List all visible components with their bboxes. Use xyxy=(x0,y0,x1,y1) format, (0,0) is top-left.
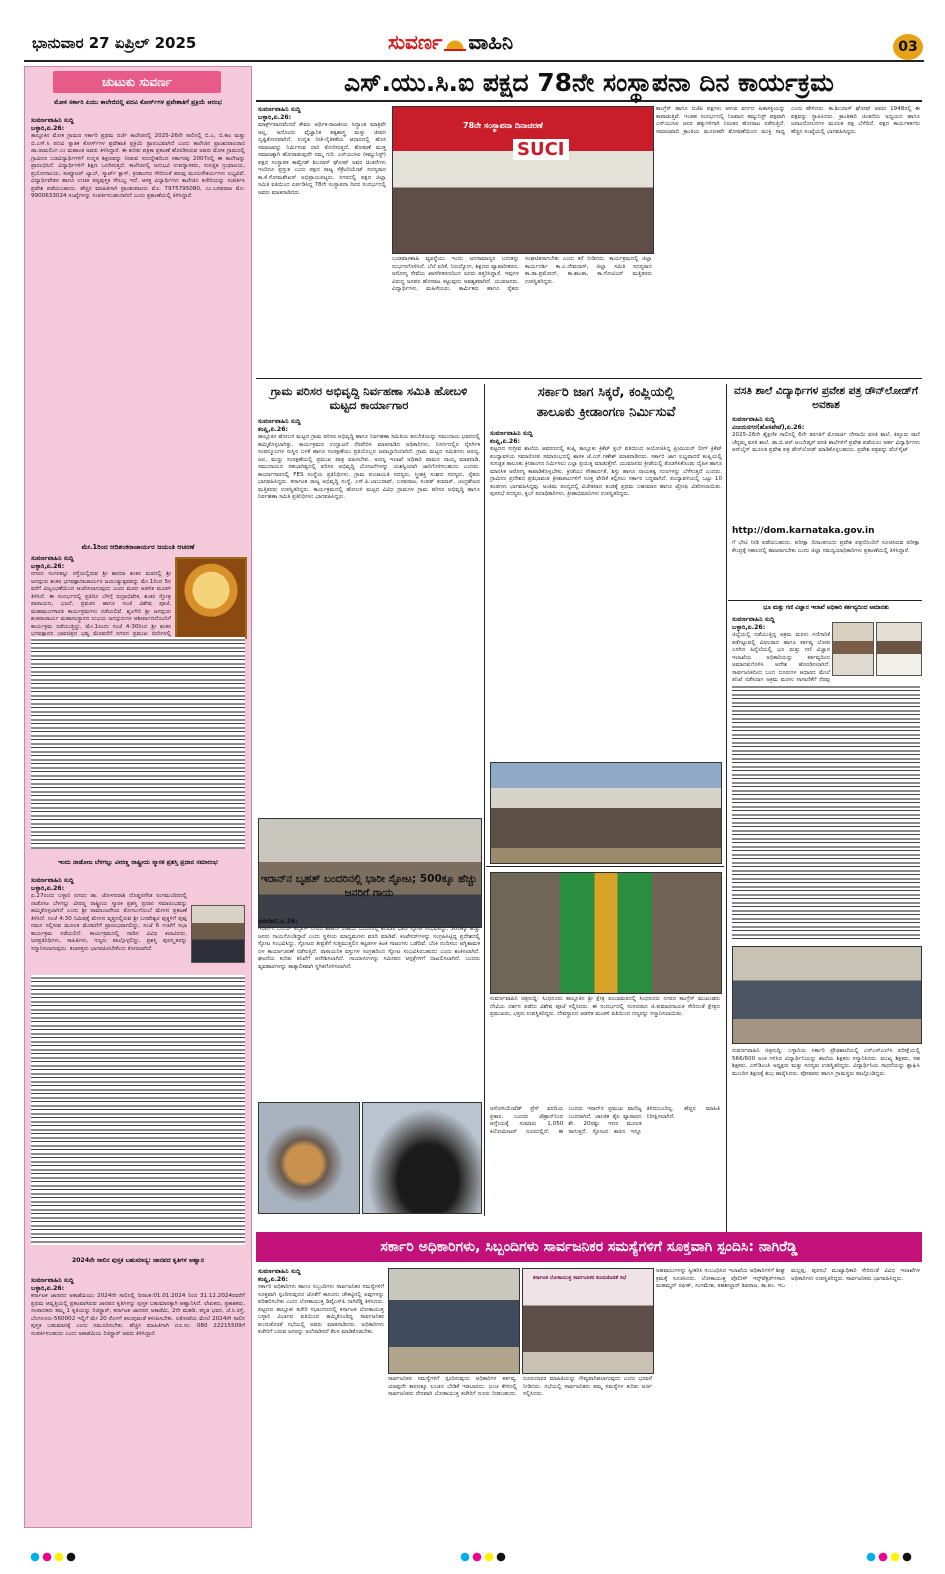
sidebar-s1-dateline: ಬಳ್ಳಾರಿ,ಏ.26: xyxy=(31,125,65,132)
registration-dots-icon xyxy=(866,1552,916,1562)
sidebar-s3-dateline: ಬಳ್ಳಾರಿ,ಏ.26: xyxy=(31,885,65,892)
taluk-headline-line1: ಸರ್ಕಾರಿ ಜಾಗ ಸಿಕ್ಕರೆ, ಕಂಪ್ಲಿಯಲ್ಲಿ xyxy=(537,385,675,400)
sidebar-s4-body: ಕರ್ನಾಟಕ ಜಾನಪದ ಅಕಾಡೆಮಿಯು 2024ನೇ ಸಾಲಿನಲ್ಲಿ ದಿನಾಂಕ:01.01.2024 ರಿಂದ 31.12.2024ರವರೆಗೆ ಪ್ರಥಮ ಆವೃತ್ತಿಯಲ್ಲಿ ಪ್ರಕಟವಾಗಿರುವ ಜಾನಪದ ಕೃತಿಗಳನ್ನು ಪುಸ್ತಕ ಬಹುಮಾನಕ್ಕಾಗಿ ಆಹ್ವಾನಿಸಿದೆ. ಲೇಖಕರು, ಪ್ರಕಾಶಕರು, ಸಂಪಾದಕರು ತಮ್ಮ 1 ಕೃತಿಯನ್ನು ರಿಜಿಸ್ಟ್ರಾರ್, ಕರ್ನಾಟಕ ಜಾನಪದ ಅಕಾಡೆಮಿ, 2ನೇ ಮಹಡಿ, ಕನ್ನಡ ಭವನ, ಜೆ.ಸಿ.ರಸ್ತೆ, ಬೆಂಗಳೂರು-560002 ಇಲ್ಲಿಗೆ ಮೇ 20 ರೊಳಗೆ ತಲುಪುವಂತೆ ಕಳುಹಿಸಬೇಕು. ಲಕೋಟೆಯ ಮೇಲೆ 2024ನೇ ಸಾಲಿನ ಪುಸ್ತಕ ಬಹುಮಾನಕ್ಕೆ ಎಂದು ನಮೂದಿಸಬೇಕು. ಹೆಚ್ಚಿನ ಮಾಹಿತಿಗಾಗಿ ದೂ.ಸಂ: 080 22215509ಗೆ ಸಂಪರ್ಕಿಸಬಹುದು ಎಂದು ಅಕಾಡೆಮಿಯ ರಿಜಿಸ್ಟ್ರಾರ್ ಅವರು ತಿಳಿಸಿದ್ದಾರೆ. xyxy=(31,1293,245,1337)
bottom-headline: ಸರ್ಕಾರಿ ಅಧಿಕಾರಿಗಳು, ಸಿಬ್ಬಂದಿಗಳು ಸಾರ್ವಜನಿಕರ ಸಮಸ್ಯೆಗಳಿಗೆ ಸೂಕ್ತವಾಗಿ ಸ್ಪಂದಿಸಿ: ನಾಗಿರೆಡ್ಡಿ xyxy=(256,1232,922,1262)
taluk-body: ಪಟ್ಟಣದ ಸುಗ್ರೀವ ಶಾಲೆಯ ಆವರಣದಲ್ಲಿ ಕಂಪ್ಲಿ ತಾಲ್ಲೂಕು ಕ್ರಿಕೆಟ್ ಕ್ಲಬ್ ವತಿಯಿಂದ ಆಯೋಜಿಸಿದ್ದ ಪ್ರೀಮಿಯರ್ ಲೀಗ್ ಕ್ರಿಕೆಟ್ ಪಂದ್ಯಾವಳಿಯ ಸಮಾರೋಪ ಸಮಾರಂಭದಲ್ಲಿ ಶಾಸಕ ಜೆ.ಎನ್.ಗಣೇಶ್ ಮಾತನಾಡಿದರು. ಸರ್ಕಾರಿ ಜಾಗ ಲಭ್ಯವಾದರೆ ಕಂಪ್ಲಿಯಲ್ಲಿ ಸುಸಜ್ಜಿತ ತಾಲೂಕು ಕ್ರೀಡಾಂಗಣ ನಿರ್ಮಿಸಲು ಎಲ್ಲಾ ಪ್ರಯತ್ನ ಮಾಡುತ್ತೇನೆ. ಯುವಜನರು ಕ್ರೀಡೆಯಲ್ಲಿ ತೊಡಗಿಸಿಕೊಂಡು ದೈಹಿಕ ಹಾಗೂ ಮಾನಸಿಕ ಆರೋಗ್ಯ ಕಾಪಾಡಿಕೊಳ್ಳಬೇಕು. ಕ್ರೀಡೆಯು ಸೌಹಾರ್ದತೆ, ಶಿಸ್ತು ಹಾಗೂ ನಾಯಕತ್ವ ಗುಣಗಳನ್ನು ಬೆಳೆಸುತ್ತದೆ ಎಂದರು. ಗ್ರಾಮೀಣ ಪ್ರದೇಶದ ಪ್ರತಿಭಾವಂತ ಕ್ರೀಡಾಪಟುಗಳಿಗೆ ಸೂಕ್ತ ವೇದಿಕೆ ಕಲ್ಪಿಸಲು ಸರ್ಕಾರ ಬದ್ಧವಾಗಿದೆ. ಪಂದ್ಯಾವಳಿಯಲ್ಲಿ ಒಟ್ಟು 10 ತಂಡಗಳು ಭಾಗವಹಿಸಿದ್ದವು. ಅಂತಿಮ ಪಂದ್ಯದಲ್ಲಿ ವಿಜೇತರಾದ ತಂಡಕ್ಕೆ ಪ್ರಥಮ ಬಹುಮಾನ ಹಾಗೂ ಟ್ರೋಫಿ ವಿತರಿಸಲಾಯಿತು. ಪುರಸಭೆ ಸದಸ್ಯರು, ಕ್ಲಬ್ ಪದಾಧಿಕಾರಿಗಳು, ಕ್ರೀಡಾಭಿಮಾನಿಗಳು ಉಪಸ್ಥಿತರಿದ್ದರು. xyxy=(490,446,722,497)
lead-bottom-rule xyxy=(256,378,922,379)
taluk-dateline: ಕಂಪ್ಲಿ,ಏ.26: xyxy=(490,438,521,445)
hostel-body-bottom: ಗೆ ಭೇಟಿ ನೀಡಿ ಪಡೆಯಬಹುದು. ಪರೀಕ್ಷಾ ದಿನಾಂಕದಂದು ಪ್ರವೇಶ ಪತ್ರದೊಂದಿಗೆ ಸೂಚಿಸಿರುವ ಪರೀಕ್ಷಾ ಕೇಂದ್ರಕ್ಕೆ ಸಕಾಲದಲ್ಲಿ ಹಾಜರಾಗಬೇಕು ಎಂದು ಜಿಲ್ಲಾ ಸಮನ್ವಯಾಧಿಕಾರಿಗಳು ಪ್ರಕಟಣೆಯಲ್ಲಿ ತಿಳಿಸಿದ್ದಾರೆ. xyxy=(732,540,920,554)
iran-divider xyxy=(484,872,485,1216)
registration-dots-icon xyxy=(460,1552,510,1562)
iran-body-2-visible: ಅಸೋಸಿಯೇಟೆಡ್ ಪ್ರೆಸ್ ವರದಿಯ ಪ್ರಕಾರ, ಬಂದರು ಟೆಹ್ರಾನ್‌ನಿಂದ ಆಗ್ನೇಯಕ್ಕೆ ಸುಮಾರು 1,050 ಕಿಲೋಮೀಟರ್ ದೂರದಲ್ಲಿದೆ. ಈ ಬಂದರು ಇರಾನ್‌ನ ಪ್ರಮುಖ ವಾಣಿಜ್ಯ ಬಂದರಾಗಿದೆ. ಜಾಗತಿಕ ತೈಲ ವ್ಯಾಪಾರದ ಶೇ. 20ರಷ್ಟು ಇದರ ಮೂಲಕ ಸಾಗುತ್ತದೆ. ಸ್ಫೋಟದ ಕಾರಣ ಇನ್ನೂ ತಿಳಿದುಬಂದಿಲ್ಲ. ಹೆಚ್ಚಿನ ಮಾಹಿತಿ ನಿರೀಕ್ಷಿಸಲಾಗಿದೆ. xyxy=(490,1106,720,1135)
iran-headline: ಇರಾನ್‌ನ ಬೃಹತ್ ಬಂದರಿನಲ್ಲಿ ಭಾರೀ ಸ್ಫೋಟ; 500ಕ್ಕೂ ಹೆಚ್ಚು ಜನರಿಗೆ ಗಾಯ xyxy=(260,873,478,899)
page-number: 03 xyxy=(893,34,923,60)
lead-dateline: ಬಳ್ಳಾರಿ,ಏ.26: xyxy=(258,114,292,121)
right-col-divider xyxy=(726,384,727,1234)
portrait-image xyxy=(191,905,245,963)
lead-body-right: ಕಾಂಗ್ರೆಸ್ ಹಾಗೂ ಬಿಜೆಪಿ ಪಕ್ಷಗಳು ಆಳುವ ವರ್ಗದ ಹಿತಾಸಕ್ತಿಯನ್ನು ಕಾಪಾಡುತ್ತಿವೆ. ಇಂತಹ ಸಂದರ್ಭದಲ್ಲಿ ನಿಜವಾದ ಕಮ್ಯುನಿಸ್ಟ್ ಪಕ್ಷವಾಗಿ ಎಸ್‌ಯುಸಿಐ ಜನರ ಹಕ್ಕುಗಳಿಗಾಗಿ ನಿರಂತರ ಹೋರಾಟ ನಡೆಸುತ್ತಿದೆ. ಸಮಾಜವಾದಿ ಕ್ರಾಂತಿಯ ಮೂಲಕವೇ ಶೋಷಣೆಯಿಂದ ಮುಕ್ತಿ ಸಾಧ್ಯ ಎಂದು ಹೇಳಿದರು. ಕಾ.ಶಿಬದಾಸ್ ಘೋಷ್ ಅವರು 1948ರಲ್ಲಿ ಈ ಪಕ್ಷವನ್ನು ಸ್ಥಾಪಿಸಿದರು. ಕ್ರಾಂತಿಕಾರಿ ಚಿಂತನೆಯ ಅಧ್ಯಯನ ಹಾಗೂ ಜನಾಂದೋಲನಗಳ ಮೂಲಕ ಪಕ್ಷ ಬೆಳೆದಿದೆ. ಪಕ್ಷದ ಕಾರ್ಯಕರ್ತರು ಹೆಚ್ಚಿನ ಸಂಖ್ಯೆಯಲ್ಲಿ ಭಾಗವಹಿಸಿದ್ದರು. xyxy=(656,106,920,135)
hostel-rule xyxy=(728,600,922,601)
lead-photo-banner: 78ನೇ ಸಂಸ್ಥಾಪನಾ ದಿನಾಚರಣೆ xyxy=(463,121,543,130)
deity-image xyxy=(175,557,247,639)
masthead xyxy=(0,0,945,60)
bottom-body-mid: ಸಾರ್ವಜನಿಕರ ಸಮಸ್ಯೆಗಳಿಗೆ ಸ್ಪಂದಿಸುವುದು ಅಧಿಕಾರಿಗಳ ಕರ್ತವ್ಯ. ಯಾವುದೇ ಕಾರಣಕ್ಕೂ ಲಂಚದ ಬೇಡಿಕೆ ಇಡಬಾರದು. ಲಂಚ ಕೇಳಿದಲ್ಲಿ ಸಾರ್ವಜನಿಕರು ನೇರವಾಗಿ ಲೋಕಾಯುಕ್ತ ಕಚೇರಿಗೆ ದೂರು ನೀಡಬಹುದು. ದೂರುದಾರರ ಮಾಹಿತಿಯನ್ನು ಗೌಪ್ಯವಾಗಿಡಲಾಗುವುದು ಎಂದು ಭರವಸೆ ನೀಡಿದರು. ಸಭೆಯಲ್ಲಿ ಸಾರ್ವಜನಿಕರು ತಮ್ಮ ಸಮಸ್ಯೆಗಳ ಕುರಿತು ಅರ್ಜಿ ಸಲ್ಲಿಸಿದರು. xyxy=(388,1376,652,1397)
taluk-photo xyxy=(490,762,722,864)
sidebar-s2-dateline: ಬಳ್ಳಾರಿ,ಏ.26: xyxy=(31,563,65,570)
sidebar-s2-body-cont xyxy=(31,637,245,849)
photo-news-image xyxy=(490,872,722,994)
lead-headline: ಎಸ್.ಯು.ಸಿ.ಐ ಪಕ್ಷದ 78ನೇ ಸಂಸ್ಥಾಪನಾ ದಿನ ಕಾರ್ಯಕ್ರಮ xyxy=(256,66,922,102)
sidebar-s1-body: ತಾಲ್ಲೂಕಿನ ಮೋಕ ಗ್ರಾಮದ ಸರ್ಕಾರಿ ಪ್ರಥಮ ದರ್ಜೆ ಕಾಲೇಜಿನಲ್ಲಿ 2025-26ನೇ ಸಾಲಿನಲ್ಲಿ ಬಿ.ಎ, ಬಿ.ಕಾಂ ಮತ್ತು ಬಿ.ಎಸ್.ಸಿ ಪದವಿ ಸ್ನಾತಕ ಕೋರ್ಸ್‌ಗಳ ಪ್ರವೇಶಾತಿ ಪ್ರಕ್ರಿಯೆ ಪ್ರಾರಂಭವಾಗಿದೆ ಎಂದು ಕಾಲೇಜಿನ ಪ್ರಾಂಶುಪಾಲರಾದ ಡಾ.ರಾಮಲಿಂಗ ಎಂ ಮಹಾಂತ ಅವರು ತಿಳಿಸಿದ್ದಾರೆ. ಈ ಕುರಿತು ಪತ್ರಿಕಾ ಪ್ರಕಟಣೆ ಹೊರಡಿಸಿರುವ ಅವರು ಮೋಕ ಗ್ರಾಮದಲ್ಲಿ ಗ್ರಾಮೀಣ ಬಡವಿದ್ಯಾರ್ಥಿಗಳಿಗೆ ಉನ್ನತ ಶಿಕ್ಷಣವನ್ನು ನೀಡುವ ಸದುದ್ದೇಶದಿಂದ ಸರ್ಕಾರವು 2007ರಲ್ಲಿ ಈ ಕಾಲೇಜನ್ನು ಪ್ರಾರಂಭಿಸಿದೆ. ವಿದ್ಯಾರ್ಥಿಗಳಿಗೆ ಶಿಕ್ಷಣ ಒದಗಿಸುತ್ತಿದೆ. ಕಾಲೇಜಿನಲ್ಲಿ ಅನುಭವಿ ಉಪನ್ಯಾಸಕರು, ಸುಸಜ್ಜಿತ ಗ್ರಂಥಾಲಯ, ಪ್ರಯೋಗಾಲಯ, ಕಂಪ್ಯೂಟರ್ ಲ್ಯಾಬ್, ಸ್ಮಾರ್ಟ್ ಕ್ಲಾಸ್, ಕ್ರೀಡಾಂಗಣ ಸೇರಿದಂತೆ ಹಲವು ಮೂಲಸೌಕರ್ಯಗಳು ಲಭ್ಯವಿವೆ. ವಿದ್ಯಾರ್ಥಿವೇತನ ಹಾಗೂ ಉಚಿತ ಪಠ್ಯಪುಸ್ತಕ ಸೌಲಭ್ಯ ಇದೆ. ಆಸಕ್ತ ವಿದ್ಯಾರ್ಥಿಗಳು ಕಾಲೇಜಿನ ಕಚೇರಿಯನ್ನು ಸಂಪರ್ಕಿಸಿ ಪ್ರವೇಶ ಪಡೆಯಬಹುದು. ಹೆಚ್ಚಿನ ಮಾಹಿತಿಗಾಗಿ ಪ್ರಾಂಶುಪಾಲರು ಮೊ: 7975795080, ಎಂ.ಬಸವರಾಜ ಮೊ: 9900633024 ಸಂಖ್ಯೆಗಳನ್ನು ಸಂಪರ್ಕಿಸಬಹುದಾಗಿದೆ ಎಂದು ಪ್ರಕಟಣೆಯಲ್ಲಿ ತಿಳಿಸಿದ್ದಾರೆ. xyxy=(31,133,245,199)
gram-body: ತಾಲ್ಲೂಕಿನ ಹೋಬಳಿ ಮಟ್ಟದ ಗ್ರಾಮ ಪರಿಸರ ಅಭಿವೃದ್ಧಿ ಹಾಗೂ ನಿರ್ವಹಣಾ ಸಮಿತಿಯ ತರಬೇತಿಯನ್ನು ಸಮುದಾಯ ಭವನದಲ್ಲಿ ಹಮ್ಮಿಕೊಳ್ಳಲಾಗಿತ್ತು. ಕಾರ್ಯಕ್ರಮದ ಉದ್ಘಾಟನೆ ನೆರವೇರಿಸಿ ಮಾತನಾಡಿದ ಅಧಿಕಾರಿಗಳು, ನಿಸರ್ಗದಲ್ಲಿನ ನೈಸರ್ಗಿಕ ಸಂಪನ್ಮೂಲಗಳ ಸುಸ್ಥಿರ ಬಳಕೆ ಹಾಗೂ ಸಂರಕ್ಷಣೆಯು ಪ್ರತಿಯೊಬ್ಬರ ಜವಾಬ್ದಾರಿಯಾಗಿದೆ. ಗ್ರಾಮ ಮಟ್ಟದ ಸಮಿತಿಗಳು ಅರಣ್ಯ, ಜಲ, ಮಣ್ಣು ಸಂರಕ್ಷಣೆಯಲ್ಲಿ ಪ್ರಮುಖ ಪಾತ್ರ ವಹಿಸಬೇಕು. ಅರಣ್ಯ ಇಲಾಖೆ ಅಧಿಕಾರಿ ವಾಮನ ನಾಯ್ಕ ಮಾತನಾಡಿ, ಸಮುದಾಯದ ಸಹಭಾಗಿತ್ವದಲ್ಲಿ ಪರಿಸರ ಅಭಿವೃದ್ಧಿ ಯೋಜನೆಗಳನ್ನು ಯಶಸ್ವಿಯಾಗಿ ಜಾರಿಗೊಳಿಸಬಹುದು ಎಂದರು. ಕಾರ್ಯಾಗಾರದಲ್ಲಿ FES ಸಂಸ್ಥೆಯ ಪ್ರತಿನಿಧಿಗಳು, ಗ್ರಾಮ ಪಂಚಾಯತಿ ಸದಸ್ಯರು, ಸ್ತ್ರೀಶಕ್ತಿ ಸಂಘದ ಸದಸ್ಯರು, ರೈತರು ಭಾಗವಹಿಸಿದ್ದರು. ಕರ್ನಾಟಕ ರಾಜ್ಯ ಅಭಿವೃದ್ಧಿ ಸಂಸ್ಥೆ, ಎಸ್.ಪಿ.ಬಾಬುರಾವ್, ಬಸವರಾಜ, ಸಂಪತ್ ಕುಮಾರ್, ಚಂದ್ರಶೇಖರ ಮತ್ತಿತರರು ಉಪಸ್ಥಿತರಿದ್ದರು. ಕಾರ್ಯಕ್ರಮದಲ್ಲಿ ಹೋಬಳಿ ಮಟ್ಟದ ವಿವಿಧ ಗ್ರಾಮಗಳ ಗ್ರಾಮ ಪರಿಸರ ಅಭಿವೃದ್ಧಿ ಹಾಗೂ ನಿರ್ವಹಣಾ ಸಮಿತಿ ಪ್ರತಿನಿಧಿಗಳು ಭಾಗವಹಿಸಿದ್ದರು. xyxy=(258,434,480,500)
hostel-story2-dateline: ಬಳ್ಳಾರಿ,ಏ.26: xyxy=(732,624,766,631)
official-portrait-2 xyxy=(876,622,922,676)
lead-photo xyxy=(392,106,654,254)
iran-body: ಇರಾನ್‌ನ ಬಂದರ್ ಅಬ್ಬಾಸ್ ನಗರದ ಶಾಹಿದ್ ರಜಾಯಿ ಬಂದರಿನಲ್ಲಿ ಶನಿವಾರ ಭಾರೀ ಸ್ಫೋಟ ಸಂಭವಿಸಿದ್ದು, 500ಕ್ಕೂ ಹೆಚ್ಚು ಜನರು ಗಾಯಗೊಂಡಿದ್ದಾರೆ ಎಂದು ಸ್ಥಳೀಯ ಮಾಧ್ಯಮಗಳು ವರದಿ ಮಾಡಿವೆ. ಕಂಟೇನರ್‌ಗಳನ್ನು ಸಂಗ್ರಹಿಸಿಟ್ಟಿದ್ದ ಪ್ರದೇಶದಲ್ಲಿ ಸ್ಫೋಟ ಸಂಭವಿಸಿದ್ದು, ಸ್ಫೋಟದ ತೀವ್ರತೆಗೆ ಸುತ್ತಮುತ್ತಲಿನ ಕಟ್ಟಡಗಳ ಕಿಟಕಿ ಗಾಜುಗಳು ಒಡೆದಿವೆ. ಬೆಂಕಿ ನಂದಿಸಲು ಅಗ್ನಿಶಾಮಕ ದಳ ಕಾರ್ಯಾಚರಣೆ ನಡೆಸುತ್ತಿದೆ. ರಾಸಾಯನಿಕ ವಸ್ತುಗಳ ಸಂಗ್ರಹದಿಂದ ಸ್ಫೋಟ ಸಂಭವಿಸಿರಬಹುದು ಎಂದು ಶಂಕಿಸಲಾಗಿದೆ. ಘಟನೆಯ ಕುರಿತು ತನಿಖೆಗೆ ಆದೇಶಿಸಲಾಗಿದೆ. ಗಾಯಾಳುಗಳನ್ನು ಸಮೀಪದ ಆಸ್ಪತ್ರೆಗಳಿಗೆ ದಾಖಲಿಸಲಾಗಿದೆ. ಬಂದರು ವ್ಯವಹಾರಗಳನ್ನು ತಾತ್ಕಾಲಿಕವಾಗಿ ಸ್ಥಗಿತಗೊಳಿಸಲಾಗಿದೆ. xyxy=(258,926,480,970)
lotus-logo-icon xyxy=(444,33,466,51)
sidebar-s2-headline: ಮೇ.1ರಿಂದ ಆದಿಶಂಕರಾಚಾರ್ಯರ ಜಯಂತಿ ಆಚರಣೆ xyxy=(81,543,195,551)
lead-body-mid: ಬಂಡವಾಳಶಾಹಿ ವ್ಯವಸ್ಥೆಯು ಇಂದು ಜನಸಾಮಾನ್ಯರ ಬದುಕನ್ನು ದುರ್ಭರಗೊಳಿಸಿದೆ. ಬೆಲೆ ಏರಿಕೆ, ನಿರುದ್ಯೋಗ, ಶಿಕ್ಷಣದ ವ್ಯಾಪಾರೀಕರಣ, ಆರೋಗ್ಯ ಸೇವೆಯ ಖಾಸಗೀಕರಣದಿಂದ ಜನರು ತತ್ತರಿಸಿದ್ದಾರೆ. ಇವುಗಳ ವಿರುದ್ಧ ಜನಪರ ಹೋರಾಟ ಕಟ್ಟುವುದು ಅವಶ್ಯಕವಾಗಿದೆ. ಯುವಜನರು, ವಿದ್ಯಾರ್ಥಿಗಳು, ಮಹಿಳೆಯರು, ಕಾರ್ಮಿಕರು ಹಾಗೂ ರೈತರು ಸಂಘಟಿತರಾಗಬೇಕು ಎಂದು ಕರೆ ನೀಡಿದರು. ಕಾರ್ಯಕ್ರಮದಲ್ಲಿ ಜಿಲ್ಲಾ ಕಾರ್ಯದರ್ಶಿ ಕಾ.ಎ.ದೇವದಾಸ್, ಜಿಲ್ಲಾ ಸಮಿತಿ ಸದಸ್ಯರಾದ ಕಾ.ಡಾ.ಪ್ರಮೋದ್, ಕಾ.ಶಾಂತಾ, ಕಾ.ಗೋವಿಂದ್ ಮತ್ತಿತರರು ಉಪಸ್ಥಿತರಿದ್ದರು. xyxy=(392,256,652,292)
bottom-body-left: ಸರ್ಕಾರಿ ಅಧಿಕಾರಿಗಳು ಹಾಗೂ ಸಿಬ್ಬಂದಿಗಳು ಸಾರ್ವಜನಿಕರ ಸಮಸ್ಯೆಗಳಿಗೆ ಸೂಕ್ತವಾಗಿ ಸ್ಪಂದಿಸುವುದರ ಜೊತೆಗೆ ಕಾನೂನು ಚೌಕಟ್ಟಿನಲ್ಲಿ ಅವುಗಳನ್ನು ಪರಿಹರಿಸಬೇಕು ಎಂದು ಲೋಕಾಯುಕ್ತ ಡಿವೈಎಸ್‌ಪಿ ನಾಗಿರೆಡ್ಡಿ ತಿಳಿಸಿದರು. ಪಟ್ಟಣದ ತಾಲ್ಲೂಕು ಕಚೇರಿ ಸಭಾಂಗಣದಲ್ಲಿ ಕರ್ನಾಟಕ ಲೋಕಾಯುಕ್ತ ಬಳ್ಳಾರಿ ವಿಭಾಗದ ವತಿಯಿಂದ ಹಮ್ಮಿಕೊಂಡಿದ್ದ ಸಾರ್ವಜನಿಕರ ಕುಂದುಕೊರತೆ ಸಭೆಯಲ್ಲಿ ಅವರು ಮಾತನಾಡಿದರು. ಅಧಿಕಾರಿಗಳು ಕಚೇರಿಗೆ ಬರುವ ಜನರನ್ನು ಅಲೆದಾಡಿಸದೆ ಕೆಲಸ ಮಾಡಿಕೊಡಬೇಕು. xyxy=(258,1284,384,1335)
taluk-headline-line2: ತಾಲೂಕು ಕ್ರೀಡಾಂಗಣ ನಿರ್ಮಿಸುವೆ xyxy=(536,405,676,420)
hostel-headline: ವಸತಿ ಶಾಲೆ ವಿದ್ಯಾರ್ಥಿಗಳ ಪ್ರವೇಶ ಪತ್ರ ಡೌನ್‌ಲೋಡ್‌ಗೆ ಅವಕಾಶ xyxy=(734,385,918,411)
sidebar-s3-body: ಏ.27ರಂದು ಬಳ್ಳಾರಿ ನಗರದ ಡಾ. ಜೋಳದರಾಶಿ ದೊಡ್ಡನಗೌಡ ರಂಗಮಂದಿರದಲ್ಲಿ ನಾಡೋಜ ಬೆಳಗಲ್ಲು ವೀರಣ್ಣ ರಾಷ್ಟ್ರೀಯ ಸ್ಮಾರಕ ಪ್ರಶಸ್ತಿ ಪ್ರದಾನ ಸಮಾರಂಭವನ್ನು ಹಮ್ಮಿಕೊಳ್ಳಲಾಗಿದೆ ಎಂದು ಶ್ರೀ ರಾಮಾಂಜನೇಯ ತೊಗಲುಗೊಂಬೆ ಮೇಳದ ಪ್ರಕಟಣೆ ತಿಳಿಸಿದೆ. ಸಂಜೆ 4:30 ನಿಮಿಷಕ್ಕೆ ಮೇಳದ ವೃತ್ತದಲ್ಲಿರುವ ಶ್ರೀ ಬಸವೇಶ್ವರ ಪುತ್ಥಳಿಗೆ ಪುಷ್ಪ ನಮನ ಸಲ್ಲಿಸುವ ಮೂಲಕ ಮೆರವಣಿಗೆ ಪ್ರಾರಂಭವಾಗಲಿದ್ದು, ಸಂಜೆ 6 ಗಂಟೆಗೆ ಸಭಾ ಕಾರ್ಯಕ್ರಮ ನಡೆಯಲಿದೆ. ಕಾರ್ಯಕ್ರಮದಲ್ಲಿ ನಾಡಿನ ವಿವಿಧ ಕಲಾವಿದರು, ಜನಪ್ರತಿನಿಧಿಗಳು, ಸಾಹಿತಿಗಳು, ಗಣ್ಯರು ಪಾಲ್ಗೊಳ್ಳಲಿದ್ದು, ಪ್ರಶಸ್ತಿ ಪುರಸ್ಕೃತರನ್ನು ಸನ್ಮಾನಿಸಲಾಗುವುದು. ಕಲಾಸಕ್ತರು ಭಾಗವಹಿಸಬೇಕೆಂದು ಕೋರಲಾಗಿದೆ. xyxy=(31,893,187,952)
sidebar-s3-headline: ಇಂದು ನಾಡೋಜ ಬೆಳಗಲ್ಲು ವೀರಣ್ಣ ರಾಷ್ಟ್ರೀಯ ಸ್ಮಾರಕ ಪ್ರಶಸ್ತಿ ಪ್ರದಾನ ಸಮಾರಂಭ xyxy=(58,859,218,866)
photo-news-caption: ಸುವರ್ಣವಾಹಿನಿ ಚಿತ್ರಸುದ್ದಿ: ಸಿಂಧನೂರು ತಾಲ್ಲೂಕಿನ ಶ್ರೀ ಕ್ಷೇತ್ರ ಅಂಬಾಮಠದಲ್ಲಿ ಸಿಂಧನೂರು ನಗರದ ಕಾಂಗ್ರೆಸ್ ಮುಖಂಡರು ದೇವಿಯ ದರ್ಶನ ಪಡೆದು ವಿಶೇಷ ಪೂಜೆ ಸಲ್ಲಿಸಿದರು. ಈ ಸಂದರ್ಭದಲ್ಲಿ ಸಂಸದರಾದ ಜಿ.ಕುಮಾರನಾಯಕ ಸೇರಿದಂತೆ ಕ್ಷೇತ್ರದ ಪ್ರಮುಖರು, ಭಕ್ತರು ಉಪಸ್ಥಿತರಿದ್ದರು. ದೇವಸ್ಥಾನದ ಆಡಳಿತ ಮಂಡಳಿ ವತಿಯಿಂದ ಗಣ್ಯರನ್ನು ಸನ್ಮಾನಿಸಲಾಯಿತು. xyxy=(490,996,720,1017)
sidebar-s1-byline: ಸುವರ್ಣವಾಹಿನಿ ಸುದ್ದಿ xyxy=(31,117,74,124)
sidebar-s4-byline: ಸುವರ್ಣವಾಹಿನಿ ಸುದ್ದಿ xyxy=(31,1277,74,1284)
hostel-url: http://dom.karnataka.gov.in xyxy=(732,526,875,536)
official-portrait-1 xyxy=(832,622,874,676)
hostel-photo xyxy=(732,946,922,1044)
iran-blast-photo-1 xyxy=(258,1102,360,1214)
sidebar-s3-byline: ಸುವರ್ಣವಾಹಿನಿ ಸುದ್ದಿ xyxy=(31,877,74,884)
hostel-body-top: 2025-26ನೇ ಶೈಕ್ಷಣಿಕ ಸಾಲಿನಲ್ಲಿ 6ನೇ ತರಗತಿಗೆ ಮೊರಾರ್ಜಿ ದೇಸಾಯಿ ವಸತಿ ಶಾಲೆ, ಕಿತ್ತೂರು ರಾಣಿ ಚೆನ್ನಮ್ಮ ವಸತಿ ಶಾಲೆ, ಡಾ.ಬಿ.ಆರ್.ಅಂಬೇಡ್ಕರ್ ವಸತಿ ಶಾಲೆಗಳಿಗೆ ಪ್ರವೇಶ ಪಡೆಯಲು ಅರ್ಹ ವಿದ್ಯಾರ್ಥಿಗಳು ಆನ್‌ಲೈನ್ ಮೂಲಕ ಪ್ರವೇಶ ಪತ್ರ ಡೌನ್‌ಲೋಡ್ ಮಾಡಿಕೊಳ್ಳಬಹುದು. ಪ್ರವೇಶ ಪತ್ರವನ್ನು ವೆಬ್‌ಸೈಟ್ xyxy=(732,432,920,453)
hostel-story2-byline: ಸುವರ್ಣವಾಹಿನಿ ಸುದ್ದಿ xyxy=(732,616,775,623)
hostel-story2-body-cont xyxy=(732,684,920,940)
masthead-rule xyxy=(24,60,924,62)
hostel-dateline: ವಿಜಯನಗರ(ಹೊಸಪೇಟೆ),ಏ.26: xyxy=(732,424,805,431)
bottom-photo-1 xyxy=(388,1268,520,1374)
masthead-date: ಭಾನುವಾರ 27 ಏಪ್ರಿಲ್ 2025 xyxy=(32,34,197,52)
sidebar xyxy=(24,66,252,1528)
taluk-bottom-rule xyxy=(486,866,724,867)
brand-right: ವಾಹಿನಿ xyxy=(468,30,514,54)
sidebar-s2-byline: ಸುವರ್ಣವಾಹಿನಿ ಸುದ್ದಿ xyxy=(31,555,74,562)
registration-dots-icon xyxy=(30,1552,80,1562)
sidebar-title: ಚುಟುಕು ಸುವರ್ಣ xyxy=(53,71,221,93)
lead-body-left: ಮಾರ್ಕ್ಸ್‌ವಾದವೆಂದರೆ ಕೇವಲ ಆರ್ಥಿಕ-ರಾಜಕೀಯ ಸಿದ್ಧಾಂತ ಮಾತ್ರವೇ ಅಲ್ಲ, ಅದೊಂದು ವೈಜ್ಞಾನಿಕ ತತ್ವಶಾಸ್ತ್ರ ಮತ್ತು ಜೀವನ ದೃಷ್ಟಿಕೋನವಾಗಿದೆ. ಉನ್ನತ ನೀತಿ-ನೈತಿಕತೆಯ ಆಧಾರದಲ್ಲಿ ಹೊಸ ಸಮಾಜವನ್ನು ನಿರ್ಮಿಸುವ ದಾರಿ ತೋರಿಸುತ್ತದೆ. ಶೋಷಣೆ ಮುಕ್ತ ಸಮಾಜಕ್ಕಾಗಿ ಹೋರಾಡುವುದೇ ನಮ್ಮ ಗುರಿ. ಎಸ್‌ಯುಸಿಐ (ಕಮ್ಯುನಿಸ್ಟ್) ಪಕ್ಷದ ಸಂಸ್ಥಾಪಕ ಕಾಮ್ರೇಡ್ ಶಿಬದಾಸ್ ಘೋಷ್ ಅವರ ಚಿಂತನೆಗಳು ಇಂದಿಗೂ ಪ್ರಸ್ತುತ ಎಂದು ಪಕ್ಷದ ರಾಜ್ಯ ಸೆಕ್ರೆಟರಿಯೇಟ್ ಸದಸ್ಯರಾದ ಕಾ.ಕೆ.ಸೋಮಶೇಖರ್ ಅಭಿಪ್ರಾಯಪಟ್ಟರು. ನಗರದಲ್ಲಿ ಪಕ್ಷದ ಜಿಲ್ಲಾ ಸಮಿತಿ ವತಿಯಿಂದ ಏರ್ಪಡಿಸಿದ್ದ 78ನೇ ಸಂಸ್ಥಾಪನಾ ದಿನದ ಸಂದರ್ಭದಲ್ಲಿ ಅವರು ಮಾತನಾಡಿದರು. xyxy=(258,122,386,196)
sidebar-s2-body: ನಗರದ ಸಂಗನಕಲ್ಲು ರಸ್ತೆಯಲ್ಲಿರುವ ಶ್ರೀ ಶಾರದಾ ಶಂಕರ ಮಠದಲ್ಲಿ ಶ್ರೀ ಜಗದ್ಗುರು ಶಂಕರ ಭಗವತ್ಪಾದಾಚಾರ್ಯರ ಜಯಂತ್ಯುತ್ಸವವನ್ನು ಮೇ.1ರಿಂದ 5ರ ವರೆಗೆ ವಿಜೃಂಭಣೆಯಿಂದ ಆಚರಿಸಲಾಗುವುದು ಎಂದು ಮಠದ ಆಡಳಿತ ಮಂಡಳಿ ತಿಳಿಸಿದೆ. ಈ ಸಂದರ್ಭದಲ್ಲಿ ಪ್ರತಿದಿನ ಬೆಳಿಗ್ಗೆ ರುದ್ರಾಭಿಷೇಕ, ಶಂಕರ ಸ್ತೋತ್ರ ಪಾರಾಯಣ, ಭಜನೆ, ಪ್ರವಚನ ಹಾಗೂ ಸಂಜೆ ವಿಶೇಷ ಪೂಜೆ, ಮಹಾಮಂಗಳಾರತಿ ಕಾರ್ಯಕ್ರಮಗಳು ನಡೆಯಲಿವೆ. ಶೃಂಗೇರಿ ಶ್ರೀ ಜಗದ್ಗುರು ಶಂಕರಾಚಾರ್ಯ ಮಹಾಸಂಸ್ಥಾನದ ಉಭಯ ಜಗದ್ಗುರುಗಳ ಆಶೀರ್ವಾದದೊಂದಿಗೆ ಕಾರ್ಯಕ್ರಮ ನಡೆಯುತ್ತಿದ್ದು, ಮೇ.1ರಂದು ಸಂಜೆ 4-30ರಿಂದ ಶ್ರೀ ಶಂಕರ ಭಗವತ್ಪಾದರ ಭಾವಚಿತ್ರದ ಭವ್ಯ ಮೆರವಣಿಗೆ ನಗರದ ಪ್ರಮುಖ ಬೀದಿಗಳಲ್ಲಿ xyxy=(31,571,171,637)
bottom-body-right: ಅಹವಾಲುಗಳನ್ನು ಸ್ವೀಕರಿಸಿ ಸಂಬಂಧಿಸಿದ ಇಲಾಖೆಯ ಅಧಿಕಾರಿಗಳಿಗೆ ಶೀಘ್ರ ಕ್ರಮಕ್ಕೆ ಸೂಚಿಸಿದರು. ಲೋಕಾಯುಕ್ತ ಪೊಲೀಸ್ ಇನ್ಸ್‌ಪೆಕ್ಟರ್‌ಗಳಾದ ಮಹಮ್ಮದ್ ರಫೀಕ್, ಸಂಗಮೇಶ, ತಹಶೀಲ್ದಾರ್ ಶಿವರಾಜ, ತಾ.ಪಂ. ಇಒ ಮಲ್ಲಪ್ಪ, ಪುರಸಭೆ ಮುಖ್ಯಾಧಿಕಾರಿ ಸೇರಿದಂತೆ ವಿವಿಧ ಇಲಾಖೆಗಳ ಅಧಿಕಾರಿಗಳು ಉಪಸ್ಥಿತರಿದ್ದರು. ಸಾರ್ವಜನಿಕರು ಭಾಗವಹಿಸಿದ್ದರು. xyxy=(656,1268,920,1289)
sidebar-s3-body-cont xyxy=(31,975,245,1245)
bottom-byline: ಸುವರ್ಣವಾಹಿನಿ ಸುದ್ದಿ xyxy=(258,1268,301,1275)
iran-blast-photo-2 xyxy=(362,1102,482,1214)
masthead-brand xyxy=(388,30,513,54)
brand-left: ಸುವರ್ಣ xyxy=(388,30,443,54)
lead-photo-logo: SUCI xyxy=(513,139,569,160)
gram-divider xyxy=(484,384,485,928)
sidebar-s4-headline: 2024ನೇ ಸಾಲಿನ ಪುಸ್ತಕ ಬಹುಮಾನ್ಯ: ಜಾನಪದ ಕೃತಿಗಳ ಆಹ್ವಾನ xyxy=(71,1257,205,1264)
bottom-photo-banner: ಕರ್ನಾಟಕ ಲೋಕಾಯುಕ್ತ ಸಾರ್ವಜನಿಕರ ಕುಂದುಕೊರತೆ ಸಭೆ xyxy=(533,1275,627,1281)
hostel-caption: ಸುವರ್ಣವಾಹಿನಿ ಚಿತ್ರಸುದ್ದಿ: ಬಳ್ಳಾರಿಯ ಸರ್ಕಾರಿ ಪ್ರೌಢಶಾಲೆಯಲ್ಲಿ ಎಸ್‌ಎಸ್‌ಎಲ್‌ಸಿ ಪರೀಕ್ಷೆಯಲ್ಲಿ 566/600 ಅಂಕ ಗಳಿಸಿದ ವಿದ್ಯಾರ್ಥಿನಿಯನ್ನು ಶಾಲೆಯ ಶಿಕ್ಷಕರು ಸನ್ಮಾನಿಸಿದರು. ಮುಖ್ಯ ಶಿಕ್ಷಕರು, ಸಹ ಶಿಕ್ಷಕರು, ಎಸ್‌ಡಿಎಂಸಿ ಅಧ್ಯಕ್ಷರು ಮತ್ತು ಸದಸ್ಯರು ಉಪಸ್ಥಿತರಿದ್ದರು. ವಿದ್ಯಾರ್ಥಿನಿಯ ಸಾಧನೆಯನ್ನು ಶ್ಲಾಘಿಸಿ ಮುಂದಿನ ಶಿಕ್ಷಣಕ್ಕೆ ಶುಭ ಹಾರೈಸಿದರು. ಪೋಷಕರು ಹಾಗೂ ಗ್ರಾಮಸ್ಥರು ಪಾಲ್ಗೊಂಡಿದ್ದರು. xyxy=(732,1048,920,1077)
gram-headline: ಗ್ರಾಮ ಪರಿಸರ ಅಭಿವೃದ್ದಿ ನಿರ್ವಹಣಾ ಸಮಿತಿ ಹೋಬಳಿ ಮಟ್ಟದ ಕಾರ್ಯಾಗಾರ xyxy=(270,384,468,412)
bottom-photo-2 xyxy=(522,1268,654,1374)
hostel-byline: ಸುವರ್ಣವಾಹಿನಿ ಸುದ್ದಿ xyxy=(732,416,775,423)
sidebar-s4-dateline: ಬಳ್ಳಾರಿ,ಏ.26: xyxy=(31,1285,65,1292)
gram-dateline: ಕಂಪ್ಲಿ,ಏ.26: xyxy=(258,426,289,433)
gram-byline: ಸುವರ್ಣವಾಹಿನಿ ಸುದ್ದಿ xyxy=(258,418,301,425)
bottom-dateline: ಕಂಪ್ಲಿ,ಏ.26: xyxy=(258,1276,289,1283)
iran-dateline: ನವದೆಹಲಿ,ಏ.26: xyxy=(258,918,298,925)
hostel-story2-headline: ಭೂ ಮತ್ತು ಗಣಿ ವಿಜ್ಞಾನ ಇಲಾಖೆ ಅಧಿಕಾರಿ ಕರ್ತವ್ಯದಿಂದ ಅಮಾನತು xyxy=(763,605,889,611)
taluk-byline: ಸುವರ್ಣವಾಹಿನಿ ಸುದ್ದಿ xyxy=(490,430,533,437)
sidebar-s1-headline: ಮೋಕ ಸರ್ಕಾರಿ ಪಿಯು ಕಾಲೇಜಿನಲ್ಲಿ ಪದವಿ ಕೋರ್ಸ್‌ಗಳ ಪ್ರವೇಶಾತಿಗೆ ಪ್ರಕ್ರಿಯೆ ಆರಂಭ xyxy=(54,99,222,106)
lead-byline: ಸುವರ್ಣವಾಹಿನಿ ಸುದ್ದಿ xyxy=(258,106,301,113)
hostel-story2-body: ಜಿಲ್ಲೆಯಲ್ಲಿ ನಡೆಯುತ್ತಿದ್ದ ಅಕ್ರಮ ಮರಳು ಗಣಿಗಾರಿಕೆ ತಡೆಗಟ್ಟುವಲ್ಲಿ ವಿಫಲರಾದ ಹಾಗೂ ಕರ್ತವ್ಯ ಲೋಪ ಎಸಗಿದ ಹಿನ್ನೆಲೆಯಲ್ಲಿ ಭೂ ಮತ್ತು ಗಣಿ ವಿಜ್ಞಾನ ಇಲಾಖೆಯ ಅಧಿಕಾರಿಯನ್ನು ಕರ್ತವ್ಯದಿಂದ ಅಮಾನತುಗೊಳಿಸಿ ಆದೇಶ ಹೊರಡಿಸಲಾಗಿದೆ. ಸಾರ್ವಜನಿಕರಿಂದ ಬಂದ ದೂರುಗಳ ಆಧಾರದ ಮೇಲೆ ತನಿಖೆ ನಡೆಸಿದಾಗ ಅಕ್ರಮ ಮರಳು ಸಾಗಾಣಿಕೆಗೆ ನೆರವು xyxy=(732,632,830,683)
